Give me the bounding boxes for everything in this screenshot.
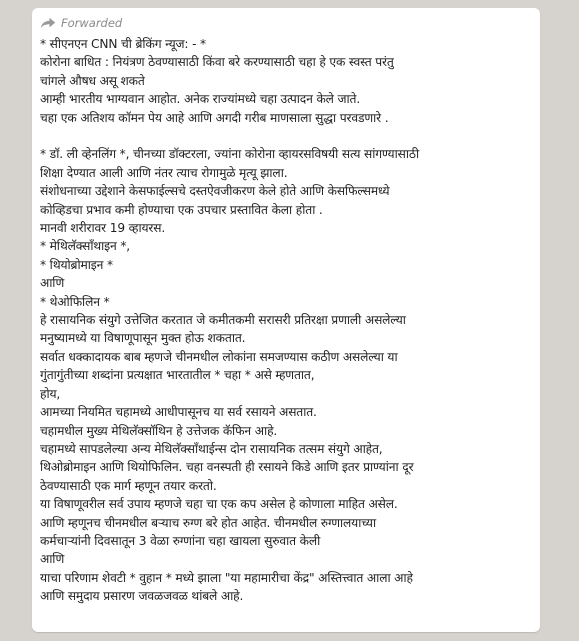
message-line: मानवी शरीरावर 19 व्हायरस. bbox=[40, 221, 166, 236]
message-line: * मेथिलॅक्साँथाइन *, bbox=[40, 239, 131, 254]
message-line: आणि म्हणूनच चीनमधील बऱ्याच रुग्ण बरे होत आहेत. चीनमधील रुग्णालयाच्या bbox=[40, 515, 376, 530]
message-bubble[interactable] bbox=[32, 8, 540, 632]
message-line: शिक्षा देण्यात आली आणि नंतर त्याच रोगामुळे मृत्यू झाला. bbox=[40, 165, 288, 180]
message-line: चहामध्ये सापडलेल्या अन्य मेथिलॅक्साँथाईन्स दोन रासायनिक तत्सम संयुगे आहेत, bbox=[40, 441, 383, 456]
message-line: हे रासायनिक संयुगे उत्तेजित करतात जे कमीतकमी सरासरी प्रतिरक्षा प्रणाली असलेल्या bbox=[40, 313, 406, 328]
message-line: थिओब्रोमाइन आणि थियोफिलिन. चहा वनस्पती ही रसायने किडे आणि इतर प्राण्यांना दूर bbox=[40, 460, 414, 475]
message-line: आम्ही भारतीय भाग्यवान आहोत. अनेक राज्यांमध्ये चहा उत्पादन केले जाते. bbox=[40, 92, 361, 107]
message-line: संशोधनाच्या उद्देशाने केसफाईल्सचे दस्तऐवजीकरण केले होते आणि केसफिल्समध्ये bbox=[40, 184, 390, 199]
message-line: कर्मचाऱ्यांनी दिवसातून 3 वेळा रुग्णांना चहा खायला सुरुवात केली bbox=[40, 533, 321, 548]
message-line: मनुष्यामध्ये या विषाणूपासून मुक्त होऊ शकतात. bbox=[40, 331, 246, 346]
forwarded-label: Forwarded bbox=[61, 16, 123, 30]
forwarded-indicator bbox=[40, 15, 532, 31]
message-line: होय, bbox=[40, 386, 61, 401]
message-line: आणि bbox=[40, 276, 65, 291]
message-line: चहामधील मुख्य मेथिलॅक्सॉथिन हे उत्तेजक कॅफिन आहे. bbox=[40, 423, 278, 438]
message-line: आणि समुदाय प्रसारण जवळजवळ थांबले आहे. bbox=[40, 589, 244, 604]
message-line: आणि bbox=[40, 552, 65, 567]
message-line: * थेओफिलिन * bbox=[40, 294, 110, 309]
message-line: सर्वात धक्कादायक बाब म्हणजे चीनमधील लोकांना समजण्यास कठीण असलेल्या या bbox=[40, 349, 398, 364]
message-line: कोरोना बाधित : नियंत्रण ठेवण्यासाठी किंवा बरे करण्यासाठी चहा हे एक स्वस्त परंतु bbox=[40, 55, 394, 70]
message-line: आमच्या नियमित चहामध्ये आधीपासूनच या सर्व रसायने असतात. bbox=[40, 405, 317, 420]
message-line: * डॉ. ली व्हेनलिंग *, चीनच्या डॉक्टरला, ज्यांना कोरोना व्हायरसविषयी सत्य सांगण्यासाठी bbox=[40, 147, 419, 162]
message-line: या विषाणूवरील सर्व उपाय म्हणजे चहा चा एक कप असेल हे कोणाला माहित असेल. bbox=[40, 497, 398, 512]
message-line: गुंतागुंतीच्या शब्दांना प्रत्यक्षात भारतातील * चहा * असे म्हणतात, bbox=[40, 368, 315, 383]
message-line: चहा एक अतिशय कॉमन पेय आहे आणि अगदी गरीब माणसाला सुद्धा परवडणारे . bbox=[40, 110, 389, 125]
message-line: * सीएनएन CNN ची ब्रेकिंग न्यूज: - * bbox=[40, 37, 206, 51]
message-text bbox=[40, 35, 532, 606]
message-line: चांगले औषध असू शकते bbox=[40, 73, 145, 88]
forward-arrow-icon bbox=[40, 17, 56, 29]
message-line: याचा परिणाम शेवटी * वुहान * मध्ये झाला "या महामारीचा केंद्र" अस्तित्त्वात आला आहे bbox=[40, 570, 413, 585]
message-line bbox=[40, 127, 532, 145]
message-line: * थियोब्रोमाइन * bbox=[40, 257, 113, 272]
message-line: कोव्हिडचा प्रभाव कमी होण्याचा एक उपचार प्रस्तावित केला होता . bbox=[40, 202, 323, 217]
message-line: ठेवण्यासाठी एक मार्ग म्हणून तयार करतो. bbox=[40, 478, 217, 493]
